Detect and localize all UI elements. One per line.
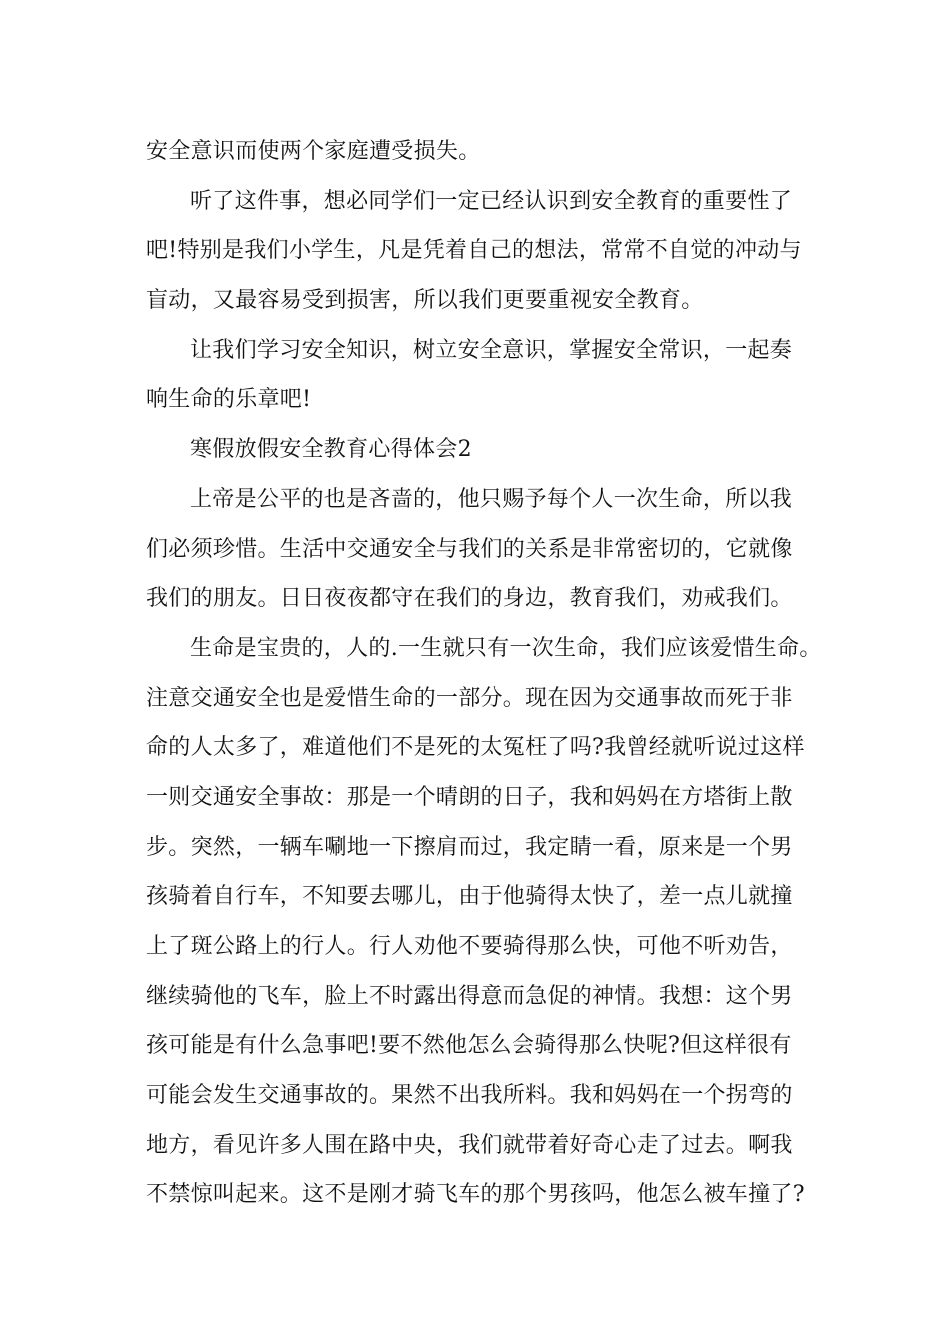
- text-line: 可能会发生交通事故的。果然不出我所料。我和妈妈在一个拐弯的: [146, 1083, 793, 1109]
- text-line: 们必须珍惜。生活中交通安全与我们的关系是非常密切的，它就像: [146, 536, 793, 562]
- text-line: 安全意识而使两个家庭遭受损失。: [146, 139, 481, 164]
- text-line: 孩可能是有什么急事吧!要不然他怎么会骑得那么快呢?但这样很有: [146, 1033, 792, 1059]
- paragraph-start-line: 让我们学习安全知识，树立安全意识，掌握安全常识，一起奏: [190, 337, 793, 363]
- text-line: 一则交通安全事故：那是一个晴朗的日子，我和妈妈在方塔街上散: [146, 784, 793, 810]
- paragraph-start-line: 上帝是公平的也是吝啬的，他只赐予每个人一次生命，所以我: [190, 486, 793, 512]
- text-line: 我们的朋友。日日夜夜都守在我们的身边，教育我们，劝戒我们。: [146, 586, 793, 612]
- text-line: 步。突然，一辆车唰地一下擦肩而过，我定睛一看，原来是一个男: [146, 834, 793, 860]
- text-line: 命的人太多了，难道他们不是死的太冤枉了吗?我曾经就听说过这样: [146, 735, 805, 761]
- text-line: 地方，看见许多人围在路中央，我们就带着好奇心走了过去。啊我: [146, 1132, 793, 1158]
- section-heading: 寒假放假安全教育心得体会2: [190, 437, 472, 463]
- text-line: 不禁惊叫起来。这不是刚才骑飞车的那个男孩吗，他怎么被车撞了?: [146, 1182, 805, 1208]
- text-line: 继续骑他的飞车，脸上不时露出得意而急促的神情。我想：这个男: [146, 983, 793, 1009]
- text-line: 盲动，又最容易受到损害，所以我们更要重视安全教育。: [146, 288, 704, 314]
- paragraph-start-line: 生命是宝贵的，人的.一生就只有一次生命，我们应该爱惜生命。: [190, 635, 822, 661]
- text-line: 孩骑着自行车，不知要去哪儿，由于他骑得太快了，差一点儿就撞: [146, 884, 793, 910]
- paragraph-start-line: 听了这件事，想必同学们一定已经认识到安全教育的重要性了: [190, 188, 793, 214]
- text-line: 响生命的乐章吧!: [146, 387, 312, 413]
- text-line: 上了斑公路上的行人。行人劝他不要骑得那么快，可他不听劝告，: [146, 934, 793, 959]
- text-line: 吧!特别是我们小学生，凡是凭着自己的想法，常常不自觉的冲动与: [146, 238, 802, 264]
- document-body: [146, 127, 826, 1220]
- text-line: 注意交通安全也是爱惜生命的一部分。现在因为交通事故而死于非: [146, 685, 793, 711]
